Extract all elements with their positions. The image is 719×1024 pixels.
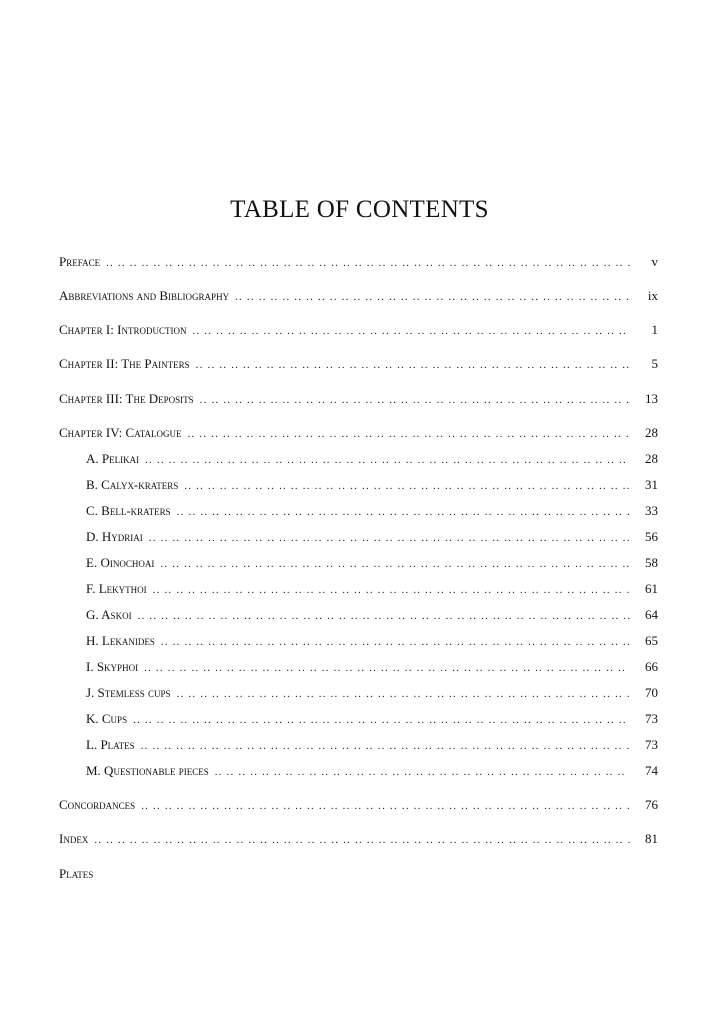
dot-leader [141,740,630,752]
dot-leader [161,636,630,648]
dot-leader [196,359,630,371]
toc-entry-page: 56 [645,529,658,544]
toc-entry-page: 28 [645,451,658,466]
toc-entry-label: I. Skyphoi [86,659,139,674]
dot-leader [106,257,630,269]
toc-entry-label: G. Askoi [86,607,132,622]
toc-entry-chapter-4 [59,425,658,445]
toc-entry-page: 33 [645,503,658,518]
toc-entry-page: 65 [645,633,658,648]
toc-entry-page: 61 [645,581,658,596]
toc-entry-index [59,831,658,851]
toc-entry-page: 76 [645,797,658,812]
toc-entry-label: Chapter II: The Painters [59,356,190,371]
toc-subentry-m [86,763,658,783]
toc-entry-label: Index [59,831,89,846]
dot-leader [145,454,630,466]
toc-entry-chapter-1 [59,322,658,342]
dot-leader [138,610,630,622]
toc-subentry-d [86,529,658,549]
toc-entry-page: 73 [645,711,658,726]
dot-leader [192,325,630,337]
toc-entry-preface [59,254,658,274]
toc-entry-page: 58 [645,555,658,570]
dot-leader [215,766,630,778]
dot-leader [177,506,630,518]
toc-subentry-g [86,607,658,627]
toc-subentry-f [86,581,658,601]
page-title: TABLE OF CONTENTS [230,196,489,223]
dot-leader [144,662,630,674]
toc-subentry-j [86,685,658,705]
toc-entry-label: Chapter I: Introduction [59,322,187,337]
toc-entry-label: M. Questionable pieces [86,763,209,778]
toc-entry-label: Concordances [59,797,136,812]
toc-entry-concordances [59,797,658,817]
toc-entry-page: 5 [651,356,658,371]
toc-entry-abbreviations [59,288,658,308]
toc-entry-page: 28 [645,425,658,440]
toc-subentry-l [86,737,658,757]
toc-subentry-i [86,659,658,679]
toc-entry-plates [59,866,658,886]
dot-leader [160,558,630,570]
dot-leader [149,532,630,544]
toc-entry-label: J. Stemless cups [86,685,171,700]
toc-entry-page: 13 [645,391,658,406]
toc-subentry-b [86,477,658,497]
toc-entry-label: D. Hydriai [86,529,143,544]
toc-entry-label: E. Oinochoai [86,555,155,570]
dot-leader [153,584,630,596]
toc-entry-page: 70 [645,685,658,700]
toc-entry-page: 1 [651,322,658,337]
dot-leader [200,394,630,406]
toc-entry-page: ix [647,288,658,303]
toc-entry-label: K. Cups [86,711,128,726]
toc-entry-page: 31 [645,477,658,492]
toc-subentry-h [86,633,658,653]
toc-entry-page: 66 [645,659,658,674]
dot-leader [94,834,630,846]
toc-entry-label: Preface [59,254,101,269]
toc-entry-label: Plates [59,866,94,881]
dot-leader [187,428,630,440]
toc-entry-page: 81 [645,831,658,846]
toc-entry-page: 74 [645,763,658,778]
dot-leader [133,714,630,726]
toc-entry-label: C. Bell-kraters [86,503,171,518]
toc-entry-page: 64 [645,607,658,622]
toc-entry-label: Chapter IV: Catalogue [59,425,182,440]
dot-leader [141,800,630,812]
toc-entry-chapter-2 [59,356,658,376]
toc-entry-page: v [651,254,658,269]
toc-subentry-k [86,711,658,731]
toc-entry-label: Abbreviations and Bibliography [59,288,230,303]
toc-entry-label: L. Plates [86,737,135,752]
toc-entry-chapter-3 [59,391,658,411]
toc-entry-label: F. Lekythoi [86,581,147,596]
toc-entry-label: A. Pelikai [86,451,140,466]
toc-entry-label: H. Lekanides [86,633,155,648]
toc-subentry-c [86,503,658,523]
dot-leader [184,480,630,492]
toc-subentry-e [86,555,658,575]
toc-entry-label: Chapter III: The Deposits [59,391,194,406]
dot-leader [235,291,630,303]
toc-entry-page: 73 [645,737,658,752]
toc-subentry-a [86,451,658,471]
dot-leader [177,688,630,700]
toc-entry-label: B. Calyx-kraters [86,477,179,492]
